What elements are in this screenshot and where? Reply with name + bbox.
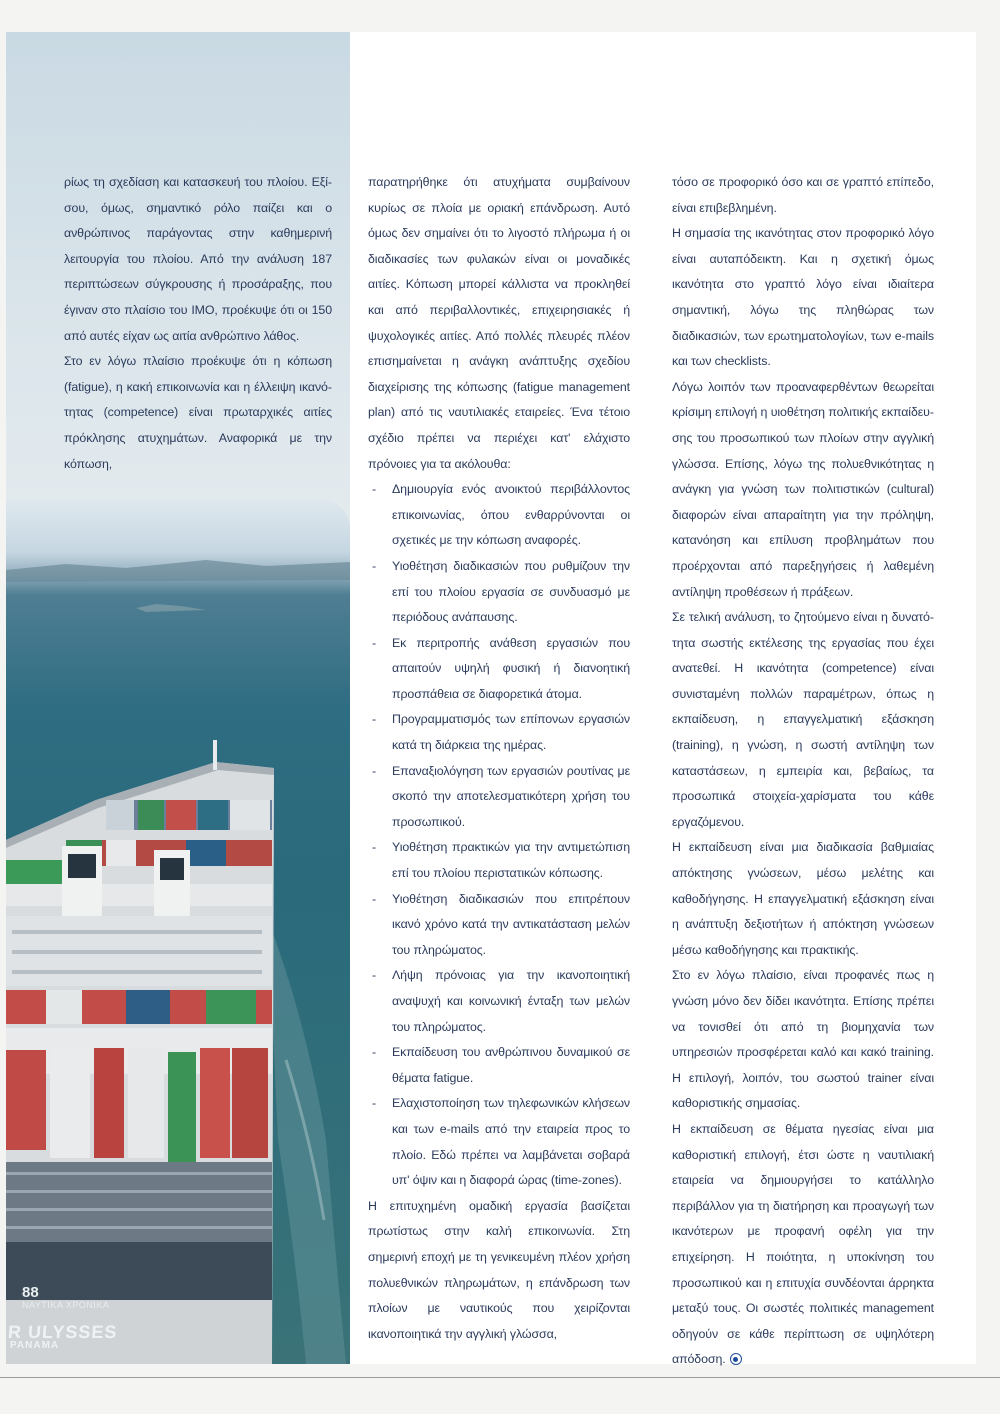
bullet-dash: - <box>372 1096 377 1111</box>
fatigue-plan-list <box>368 477 630 1194</box>
list-item-text: Ελαχιστοποίηση των τηλεφωνικών κλήσεων και των e-mails από την εταιρεία προς το πλοίο. Εδώ πρέπει να λαμβάνεται σοβαρά υπ' όψιν και η διαφορά ώρας (time-zones). <box>392 1096 630 1188</box>
page-number: 88 <box>22 1284 39 1301</box>
paragraph: Στο εν λόγω πλαίσιο, είναι προφανές πως η γνώση μόνο δεν δίδει ικανότητα. Επίσης πρέπει να τονισθεί ότι από τη βιομηχανία των υπηρεσιών προσφέρεται καλό και κακό training. Η επιλογή, λοιπόν, του σωστού trainer είναι καθοριστικής σημασίας. <box>672 968 934 1111</box>
list-item-text: Εκπαίδευση του ανθρώπινου δυναμικού σε θέματα fatigue. <box>392 1045 630 1085</box>
list-item <box>368 707 630 758</box>
ship-port-label: PANAMA <box>10 1340 60 1351</box>
bullet-dash: - <box>372 558 377 573</box>
list-item <box>368 835 630 886</box>
list-item-text: Υιοθέτηση διαδικασιών που επιτρέπουν ικανό χρόνο κατά την αντικατάσταση μελών του πληρώματος. <box>392 891 630 957</box>
list-item-text: Υιοθέτηση διαδικασιών που ρυθμίζουν την επί του πλοίου εργασία σε συνδυασμό με περιόδους ανάπαυσης. <box>392 558 630 625</box>
paragraph: Λόγω λοιπόν των προαναφερθέντων θεωρείται κρίσιμη επιλογή η υιοθέτηση πολιτικής εκπαίδευσης του προσωπικού των πλοίων στην αγγλική γλώσσα. Επίσης, λόγω της πολυεθνικότητας η ανάγκη για γνώση των πολιτιστικών (cultural) διαφορών είναι απαραίτητη για την πρόληψη, κατανόηση και επίλυση προβλημάτων που προέρχονται από παρεξηγήσεις ή λαθεμένη αντίληψη προθέσεων ή πράξεων. <box>672 379 934 599</box>
paragraph: τόσο σε προφορικό όσο και σε γραπτό επίπεδο, είναι επιβεβλημένη. <box>672 175 934 215</box>
list-item-text: Προγραμματισμός των επίπονων εργασιών κατά τη διάρκεια της ημέρας. <box>392 712 630 753</box>
list-item <box>368 477 630 554</box>
ship-name-label: R ULYSSES <box>7 1322 119 1342</box>
list-item <box>368 963 630 1040</box>
page-folio <box>22 1284 109 1310</box>
ship-illustration <box>6 500 350 1364</box>
list-item <box>368 759 630 836</box>
list-item <box>368 887 630 964</box>
magazine-name: ΝΑΥΤΙΚΑ ΧΡΟΝΙΚΑ <box>22 1300 110 1310</box>
bullet-dash: - <box>372 635 377 650</box>
bullet-dash: - <box>372 840 377 855</box>
text-column-2 <box>368 170 630 1347</box>
list-item <box>368 554 630 631</box>
text-column-1 <box>64 170 332 477</box>
scan-edge-line <box>0 1377 1000 1378</box>
list-item-text: Δημιουργία ενός ανοικτού περιβάλλοντος επικοινωνίας, όπου ενθαρρύνονται οι σχετικές με την κόπωση αναφορές. <box>392 482 630 548</box>
paragraph: Η σημασία της ικανότητας στον προφορικό λόγο είναι αυταπόδεικτη. Και η σχετική όμως ικανότητα στο γραπτό λόγο είναι ιδιαίτερα σημαντική, λόγω της πληθώρας των διαδικασιών, των ερωτηματολογίων, των e-mails και των checklists. <box>672 226 934 369</box>
paragraph: Σε τελική ανάλυση, το ζητούμενο είναι η δυνατότητα σωστής εκτέλεσης της εργασίας που έχει ανατεθεί. Η ικανότητα (competence) είναι συνισταμένη πολλών παραμέτρων, όπως η εκπαίδευση, η επαγγελματική εξάσκηση (training), η γνώση, η σωστή αντίληψη των καταστάσεων, η εμπειρία και, βεβαίως, τα προσωπικά στοιχεία-χαρίσματα του κάθε εργαζόμενου. <box>672 610 934 829</box>
paragraph: Η επιτυχημένη ομαδική εργασία βασίζεται πρωτίστως στην καλή επικοινωνία. Στη σημερινή εποχή με τη γενικευμένη πλέον χρήση πολυεθνικών πληρωμάτων, η επάνδρωση των πλοίων με ναυτικούς που χειρίζονται ικανοποιητικά την αγγλική γλώσσα, <box>368 1198 630 1341</box>
final-paragraph <box>672 1117 934 1373</box>
list-item-text: Λήψη πρόνοιας για την ικανοποιητική αναψυχή και κοινωνική ένταξη των μελών του πληρώματος. <box>392 968 630 1034</box>
list-item-text: Επαναξιολόγηση των εργασιών ρουτίνας με σκοπό την αποτελεσματικότερη χρήση του προσωπικού. <box>392 763 630 829</box>
bullet-dash: - <box>372 968 377 983</box>
bullet-dash: - <box>372 482 377 497</box>
list-item <box>368 631 630 708</box>
bullet-dash: - <box>372 1045 377 1060</box>
list-item <box>368 1091 630 1193</box>
paragraph: Στο εν λόγω πλαίσιο προέκυψε ότι η κόπωση (fatigue), η κακή επικοινωνία και η έλλειψη ικανότητας (competence) είναι πρωταρχικές αιτίες πρόκλησης ατυχημάτων. Αναφορικά με την κόπωση, <box>64 354 332 471</box>
list-item-text: Εκ περιτροπής ανάθεση εργασιών που απαιτούν υψηλή φυσική ή διανοητική προσπάθεια σε διαφορετικά άτομα. <box>392 635 630 701</box>
paragraph: ρίως τη σχεδίαση και κατασκευή του πλοίου. Εξίσου, όμως, σημαντικό ρόλο παίζει και ο ανθρώπινος παράγοντας στην καθημερινή λειτουργία του πλοίου. Από την ανάλυση 187 περιπτώσεων σύγκρουσης ή προσάραξης, που έγιναν στο πλαίσιο του IMO, προέκυψε ότι οι 150 από αυτές είχαν ως αιτία ανθρώπινο λάθος. <box>64 175 332 343</box>
paragraph: παρατηρήθηκε ότι ατυχήματα συμβαίνουν κυρίως σε πλοία με οριακή επάνδρωση. Αυτό όμως δεν σημαίνει ότι το λιγοστό πλήρωμα ή οι διαδικασίες των φυλακών είναι οι μοναδικές αιτίες. Κόπωση μπορεί κάλλιστα να προκληθεί και από περιβαλλοντικές, επιχειρησιακές ή ψυχολογικές αιτίες. Από πολλές πλευρές πλέον επισημαίνεται η ανάγκη ανάπτυξης σχεδίου διαχείρισης της κόπωσης (fatigue management plan) από τις ναυτιλιακές εταιρείες. Ένα τέτοιο σχέδιο πρέπει να περιέχει κατ' ελάχιστο πρόνοιες για τα ακόλουθα: <box>368 175 630 471</box>
paragraph: Η εκπαίδευση είναι μια διαδικασία βαθμιαίας απόκτησης γνώσεων, μέσω μελέτης και καθοδήγησης. Η επαγγελματική εξάσκηση είναι η ανάπτυξη δεξιοτήτων ή απόκτηση γνώσεων μέσω καθοδήγησης και πρακτικής. <box>672 840 934 957</box>
list-item <box>368 1040 630 1091</box>
text-column-3 <box>672 170 934 1373</box>
container-ship-photo <box>6 500 350 1364</box>
end-of-article-icon <box>730 1353 742 1365</box>
list-item-text: Υιοθέτηση πρακτικών για την αντιμετώπιση επί του πλοίου περιστατικών κόπωσης. <box>392 840 630 881</box>
bullet-dash: - <box>372 763 377 778</box>
bullet-dash: - <box>372 712 377 727</box>
paragraph-text: Η εκπαίδευση σε θέματα ηγεσίας είναι μια καθοριστική επιλογή, έτσι ώστε η ναυτιλιακή εταιρεία να δημιουργήσει το κατάλληλο περιβάλλον για τη διατήρηση και προαγωγή των ικανότερων με προφανή οφέλη για την επιχείρηση. Η ποιότητα, η υποκίνηση του προσωπικού και η επιτυχία συνδέονται άρρηκτα μεταξύ τους. Οι σωστές πολιτικές management οδηγούν σε κάθε περίπτωση σε υψηλότερη απόδοση. <box>672 1121 934 1367</box>
bullet-dash: - <box>372 891 377 906</box>
